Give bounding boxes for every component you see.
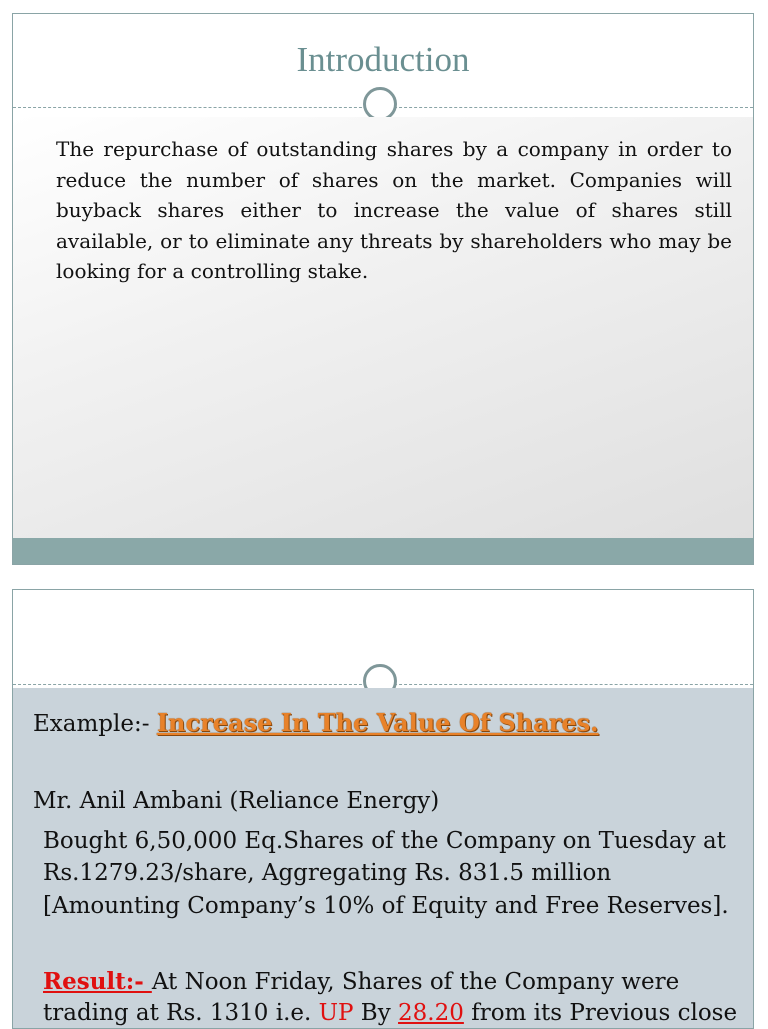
result-amount: 28.20 [398, 1000, 464, 1026]
example-heading: Increase In The Value Of Shares. [156, 708, 599, 737]
example-line [33, 708, 599, 737]
slide-content [13, 117, 753, 538]
result-text: At Noon Friday, Shares of the Company were [151, 969, 680, 995]
purchase-line-1: Bought 6,50,000 Eq.Shares of the Company on Tuesday at [43, 828, 726, 854]
result-line [43, 968, 679, 995]
slide-title: Introduction [296, 40, 470, 79]
slide-introduction [12, 13, 754, 565]
result-up: UP [318, 1000, 354, 1026]
example-label: Example:- [33, 711, 157, 737]
purchase-line-3: [Amounting Company’s 10% of Equity and Free Reserves]. [43, 893, 729, 919]
result-label: Result:- [43, 968, 152, 995]
slide-content [13, 688, 753, 1029]
result-line2-c: from its Previous close [463, 1000, 738, 1026]
result-line-2 [43, 1000, 737, 1026]
intro-paragraph: The repurchase of outstanding shares by a company in order to reduce the number of shares on the market. Companies will buyback shares either to increase the value of shares still available, or to eliminate any threats by shareholders who may be looking for a controlling stake. [56, 137, 732, 283]
ring-ornament-icon [363, 87, 397, 121]
footer-accent-bar [13, 538, 753, 565]
slide-example [12, 589, 754, 1029]
purchase-line-2: Rs.1279.23/share, Aggregating Rs. 831.5 million [43, 860, 612, 886]
result-line2-b: By [353, 1000, 399, 1026]
person-line: Mr. Anil Ambani (Reliance Energy) [33, 788, 440, 814]
result-line2-a: trading at Rs. 1310 i.e. [43, 1000, 319, 1026]
